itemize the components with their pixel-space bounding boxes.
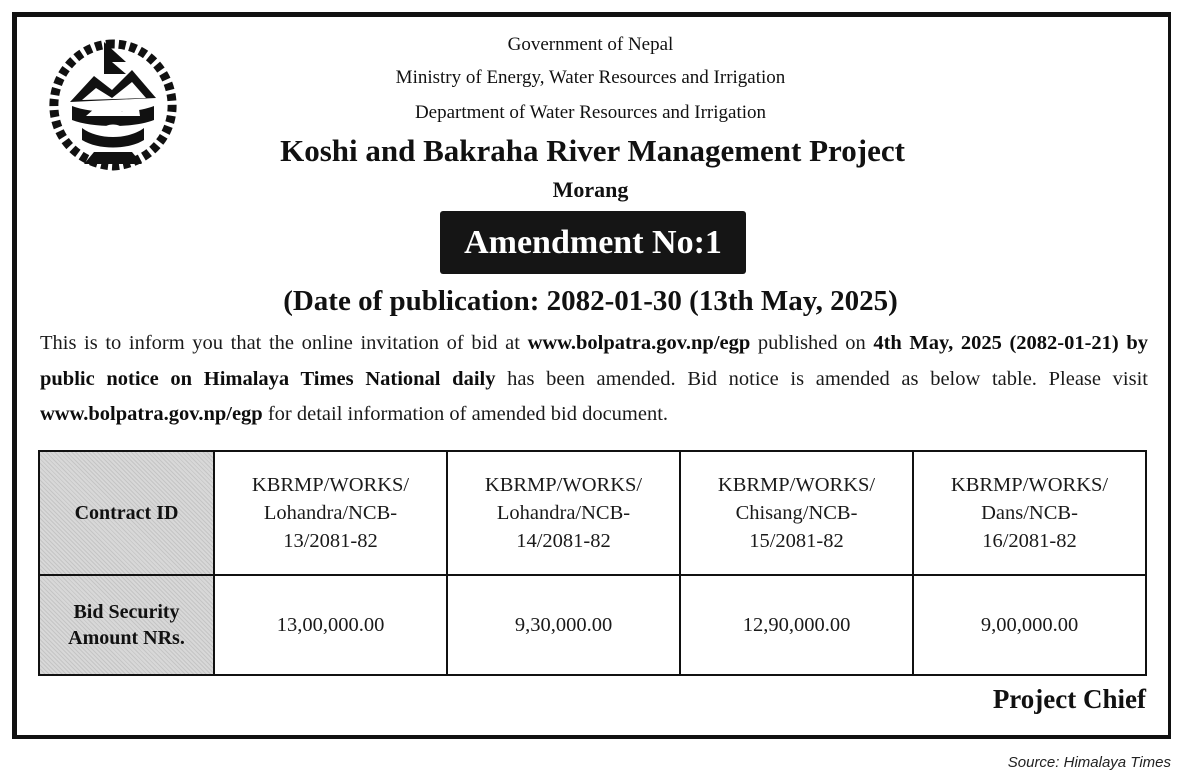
signature-title: Project Chief bbox=[992, 684, 1146, 714]
original-publication-info: 4th May, 2025 (2082-01-21) by public notice on Himalaya Times National daily bbox=[40, 332, 1149, 390]
amendment-title: Amendment No:1 bbox=[440, 211, 746, 274]
table-row bbox=[39, 451, 1146, 575]
header-department: Department of Water Resources and Irrigation bbox=[414, 102, 767, 123]
contract-id-cell bbox=[447, 451, 680, 575]
table-row bbox=[39, 575, 1146, 675]
contract-id-line: KBRMP/WORKS/ bbox=[717, 474, 876, 496]
contract-id-header: Contract ID bbox=[39, 451, 214, 575]
bid-security-label-line: Bid Security bbox=[73, 601, 180, 623]
contract-id-line: KBRMP/WORKS/ bbox=[950, 474, 1109, 496]
bolpatra-link[interactable]: www.bolpatra.gov.np/egp bbox=[40, 403, 263, 425]
contract-id-line: 15/2081-82 bbox=[749, 530, 844, 552]
body-text-part: has been amended. Bid notice is amended as below table. Please visit bbox=[495, 367, 1148, 390]
bid-security-amount: 12,90,000.00 bbox=[680, 575, 913, 675]
bid-security-amount: 9,30,000.00 bbox=[447, 575, 680, 675]
body-text-part: for detail information of amended bid document. bbox=[262, 403, 669, 425]
bid-security-label-line: Amount NRs. bbox=[68, 627, 185, 649]
header-ministry: Ministry of Energy, Water Resources and Irrigation bbox=[395, 67, 786, 88]
contract-id-cell bbox=[913, 451, 1146, 575]
header-government: Government of Nepal bbox=[507, 34, 674, 55]
bid-security-header bbox=[39, 575, 214, 675]
source-credit: Source: Himalaya Times bbox=[1007, 754, 1171, 771]
contract-id-line: Chisang/NCB- bbox=[735, 502, 858, 524]
body-text-part: This is to inform you that the online invitation of bid at bbox=[40, 332, 528, 354]
notice-body bbox=[40, 326, 1148, 433]
bolpatra-link[interactable]: www.bolpatra.gov.np/egp bbox=[527, 332, 751, 354]
contract-id-line: 14/2081-82 bbox=[516, 530, 611, 552]
contract-id-line: Lohandra/NCB- bbox=[496, 502, 631, 524]
contract-id-line: KBRMP/WORKS/ bbox=[484, 474, 643, 496]
contract-id-line: KBRMP/WORKS/ bbox=[251, 474, 410, 496]
project-title: Koshi and Bakraha River Management Project bbox=[280, 133, 905, 168]
bid-security-amount: 13,00,000.00 bbox=[214, 575, 447, 675]
bid-table bbox=[38, 450, 1147, 676]
contract-id-line: Lohandra/NCB- bbox=[263, 502, 398, 524]
contract-id-cell bbox=[214, 451, 447, 575]
contract-id-line: 13/2081-82 bbox=[283, 530, 378, 552]
publication-date: (Date of publication: 2082-01-30 (13th May, 2025) bbox=[283, 285, 898, 317]
body-text-part: published on bbox=[750, 332, 874, 354]
contract-id-line: 16/2081-82 bbox=[982, 530, 1077, 552]
bid-security-amount: 9,00,000.00 bbox=[913, 575, 1146, 675]
district-name: Morang bbox=[552, 177, 629, 202]
contract-id-cell bbox=[680, 451, 913, 575]
contract-id-line: Dans/NCB- bbox=[981, 502, 1078, 524]
